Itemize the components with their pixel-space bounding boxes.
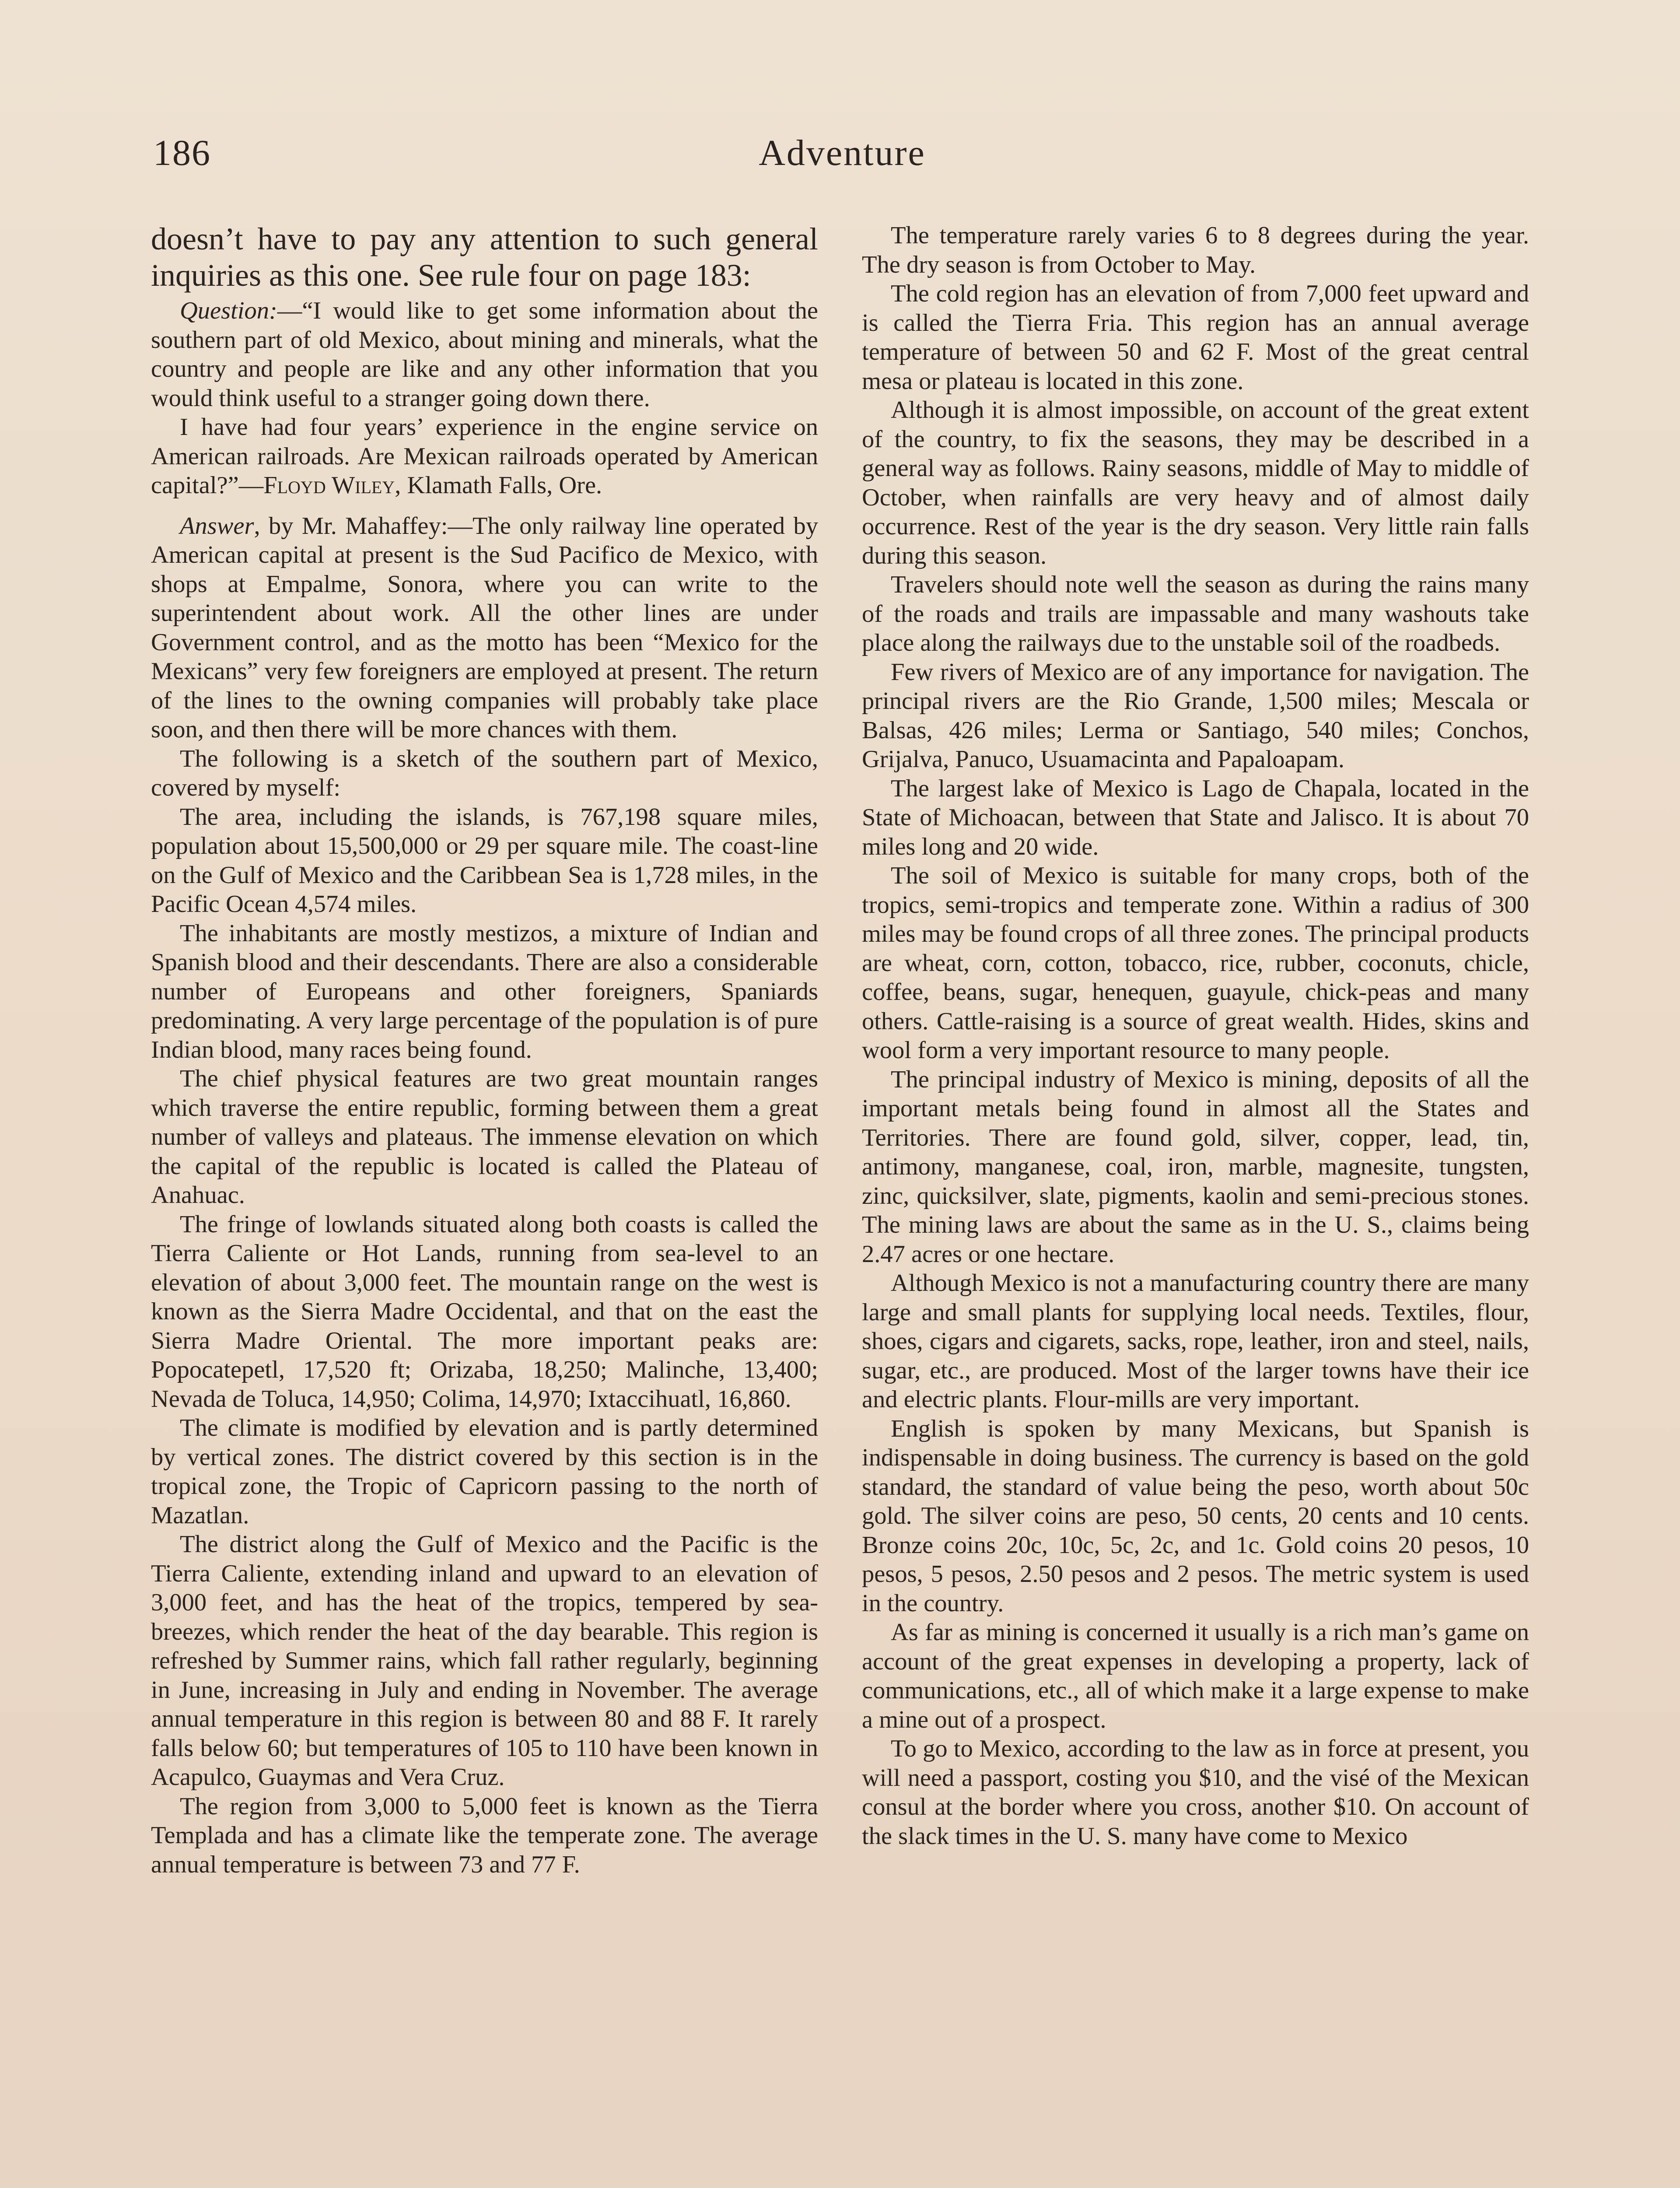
body-paragraph-passport: To go to Mexico, according to the law as in force at present, you will need a passport, costing you $10, and the visé of the Mexican consul at the border where you cross, another $10. On account of the slack times in the U. S. many have come to Mexico (862, 1735, 1529, 1850)
answer-intro: , by Mr. Mahaffey:—The only railway line operated by American capital at present is the Sud Pacifico de Mexico, with shops at Empalme, Sonora, where you can write to the superintendent about work. All the other lines are under Government control, and as the motto has been “Mexico for the Mexicans” very few foreigners are employed at present. The return of the lines to the owning companies will probably take place soon, and then there will be more chances with them. (151, 512, 818, 743)
right-column (862, 221, 1529, 2188)
question-author: Floyd Wiley (263, 472, 395, 499)
question-paragraph (151, 296, 818, 413)
body-paragraph-area: The area, including the islands, is 767,198 square miles, population about 15,500,000 or 29 per square mile. The coast-line on the Gulf of Mexico and the Caribbean Sea is 1,728 miles, in the Pacific Ocean 4,574 miles. (151, 803, 818, 918)
left-column (151, 221, 818, 2188)
body-paragraph-manufacturing: Although Mexico is not a manufacturing country there are many large and small plants for supplying local needs. Textiles, flour, shoes, cigars and cigarets, sacks, rope, leather, iron and steel, nails, sugar, etc., are produced. Most of the larger towns have their ice and electric plants. Flour-mills are very important. (862, 1269, 1529, 1413)
body-paragraph-rivers: Few rivers of Mexico are of any importance for navigation. The principal rivers are the Rio Grande, 1,500 miles; Mescala or Balsas, 426 miles; Lerma or Santiago, 540 miles; Conchos, Grijalva, Panuco, Usuamacinta and Papaloapam. (862, 658, 1529, 773)
body-paragraph-inhabitants: The inhabitants are mostly mestizos, a mixture of Indian and Spanish blood and their descendants. There are also a considerable number of Europeans and other foreigners, Spaniards predominating. A very large percentage of the population is of pure Indian blood, many races being found. (151, 919, 818, 1063)
question-text: —“I would like to get some information about the southern part of old Mexico, about mining and minerals, what the country and people are like and any other information that you would think useful to a stranger going down there. (151, 297, 818, 412)
body-paragraph-lowlands: The fringe of lowlands situated along both coasts is called the Tierra Caliente or Hot Lands, running from sea-level to an elevation of about 3,000 feet. The mountain range on the west is known as the Sierra Madre Occidental, and that on the east the Sierra Madre Oriental. The more important peaks are: Popocatepetl, 17,520 ft; Orizaba, 18,250; Malinche, 13,400; Nevada de Toluca, 14,950; Colima, 14,970; Ixtaccihuatl, 16,860. (151, 1210, 818, 1413)
body-paragraph-travelers: Travelers should note well the season as during the rains many of the roads and trails are impassable and many washouts take place along the railways due to the unstable soil of the roadbeds. (862, 571, 1529, 656)
running-head: Adventure (759, 133, 926, 173)
question-text-2: I have had four years’ experience in the engine service on American railroads. Are Mexican railroads operated by American capital?”— (151, 414, 818, 499)
page-header (153, 129, 1531, 182)
question-label: Question: (180, 297, 277, 324)
answer-paragraph (151, 512, 818, 744)
body-paragraph-soil: The soil of Mexico is suitable for many crops, both of the tropics, semi-tropics and temperate zone. Within a radius of 300 miles may be found crops of all three zones. The principal products are wheat, corn, cotton, tobacco, rice, rubber, coconuts, chicle, coffee, beans, sugar, henequen, guayule, chick-peas and many others. Cattle-raising is a source of great wealth. Hides, skins and wool form a very important resource to many people. (862, 862, 1529, 1064)
lead-paragraph: doesn’t have to pay any attention to such general inquiries as this one. See rule four on page 183: (151, 221, 818, 293)
body-paragraph-climate: The climate is modified by elevation and is partly determined by vertical zones. The district covered by this section is in the tropical zone, the Tropic of Capricorn passing to the north of Mazatlan. (151, 1414, 818, 1529)
body-paragraph-mining: The principal industry of Mexico is mining, deposits of all the important metals being found in almost all the States and Territories. There are found gold, silver, copper, lead, tin, antimony, manganese, coal, iron, marble, magnesite, tungsten, zinc, quicksilver, slate, pigments, kaolin and semi-precious stones. The mining laws are about the same as in the U. S., claims being 2.47 acres or one hectare. (862, 1066, 1529, 1268)
answer-label: Answer (180, 512, 254, 540)
body-paragraph-sketch: The following is a sketch of the southern part of Mexico, covered by myself: (151, 745, 818, 801)
question-location: , Klamath Falls, Ore. (395, 472, 602, 499)
question-paragraph-2 (151, 413, 818, 500)
body-paragraph-seasons: Although it is almost impossible, on account of the great extent of the country, to fix the seasons, they may be described in a general way as follows. Rainy seasons, middle of May to middle of October, when rainfalls are very heavy and of almost daily occurrence. Rest of the year is the dry season. Very little rain falls during this season. (862, 396, 1529, 569)
body-paragraph-temperature: The temperature rarely varies 6 to 8 degrees during the year. The dry season is from October to May. (862, 222, 1529, 278)
body-paragraph-rich: As far as mining is concerned it usually is a rich man’s game on account of the great expenses in developing a property, lack of communications, etc., all of which make it a large expense to make a mine out of a prospect. (862, 1619, 1529, 1733)
body-paragraph-lake: The largest lake of Mexico is Lago de Chapala, located in the State of Michoacan, between that State and Jalisco. It is about 70 miles long and 20 wide. (862, 775, 1529, 860)
page-number: 186 (153, 133, 211, 173)
body-paragraph-templada: The region from 3,000 to 5,000 feet is known as the Tierra Templada and has a climate like the temperate zone. The average annual temperature is between 73 and 77 F. (151, 1792, 818, 1878)
body-paragraph-features: The chief physical features are two great mountain ranges which traverse the entire republic, forming between them a great number of valleys and plateaus. The immense elevation on which the capital of the republic is located is called the Plateau of Anahuac. (151, 1065, 818, 1209)
body-paragraph-gulf: The district along the Gulf of Mexico and the Pacific is the Tierra Caliente, extending inland and upward to an elevation of 3,000 feet, and has the heat of the tropics, tempered by sea-breezes, which render the heat of the day bearable. This region is refreshed by Summer rains, which fall rather regularly, beginning in June, increasing in July and ending in November. The average annual temperature in this region is between 80 and 88 F. It rarely falls below 60; but temperatures of 105 to 110 have been known in Acapulco, Guaymas and Vera Cruz. (151, 1531, 818, 1791)
body-paragraph-english: English is spoken by many Mexicans, but Spanish is indispensable in doing business. The currency is based on the gold standard, the standard of value being the peso, worth about 50c gold. The silver coins are peso, 50 cents, 20 cents and 10 cents. Bronze coins 20c, 10c, 5c, 2c, and 1c. Gold coins 20 pesos, 10 pesos, 5 pesos, 2.50 pesos and 2 pesos. The metric system is used in the country. (862, 1415, 1529, 1617)
body-paragraph-cold: The cold region has an elevation of from 7,000 feet upward and is called the Tierra Fria. This region has an annual average temperature of between 50 and 62 F. Most of the great central mesa or plateau is located in this zone. (862, 280, 1529, 395)
